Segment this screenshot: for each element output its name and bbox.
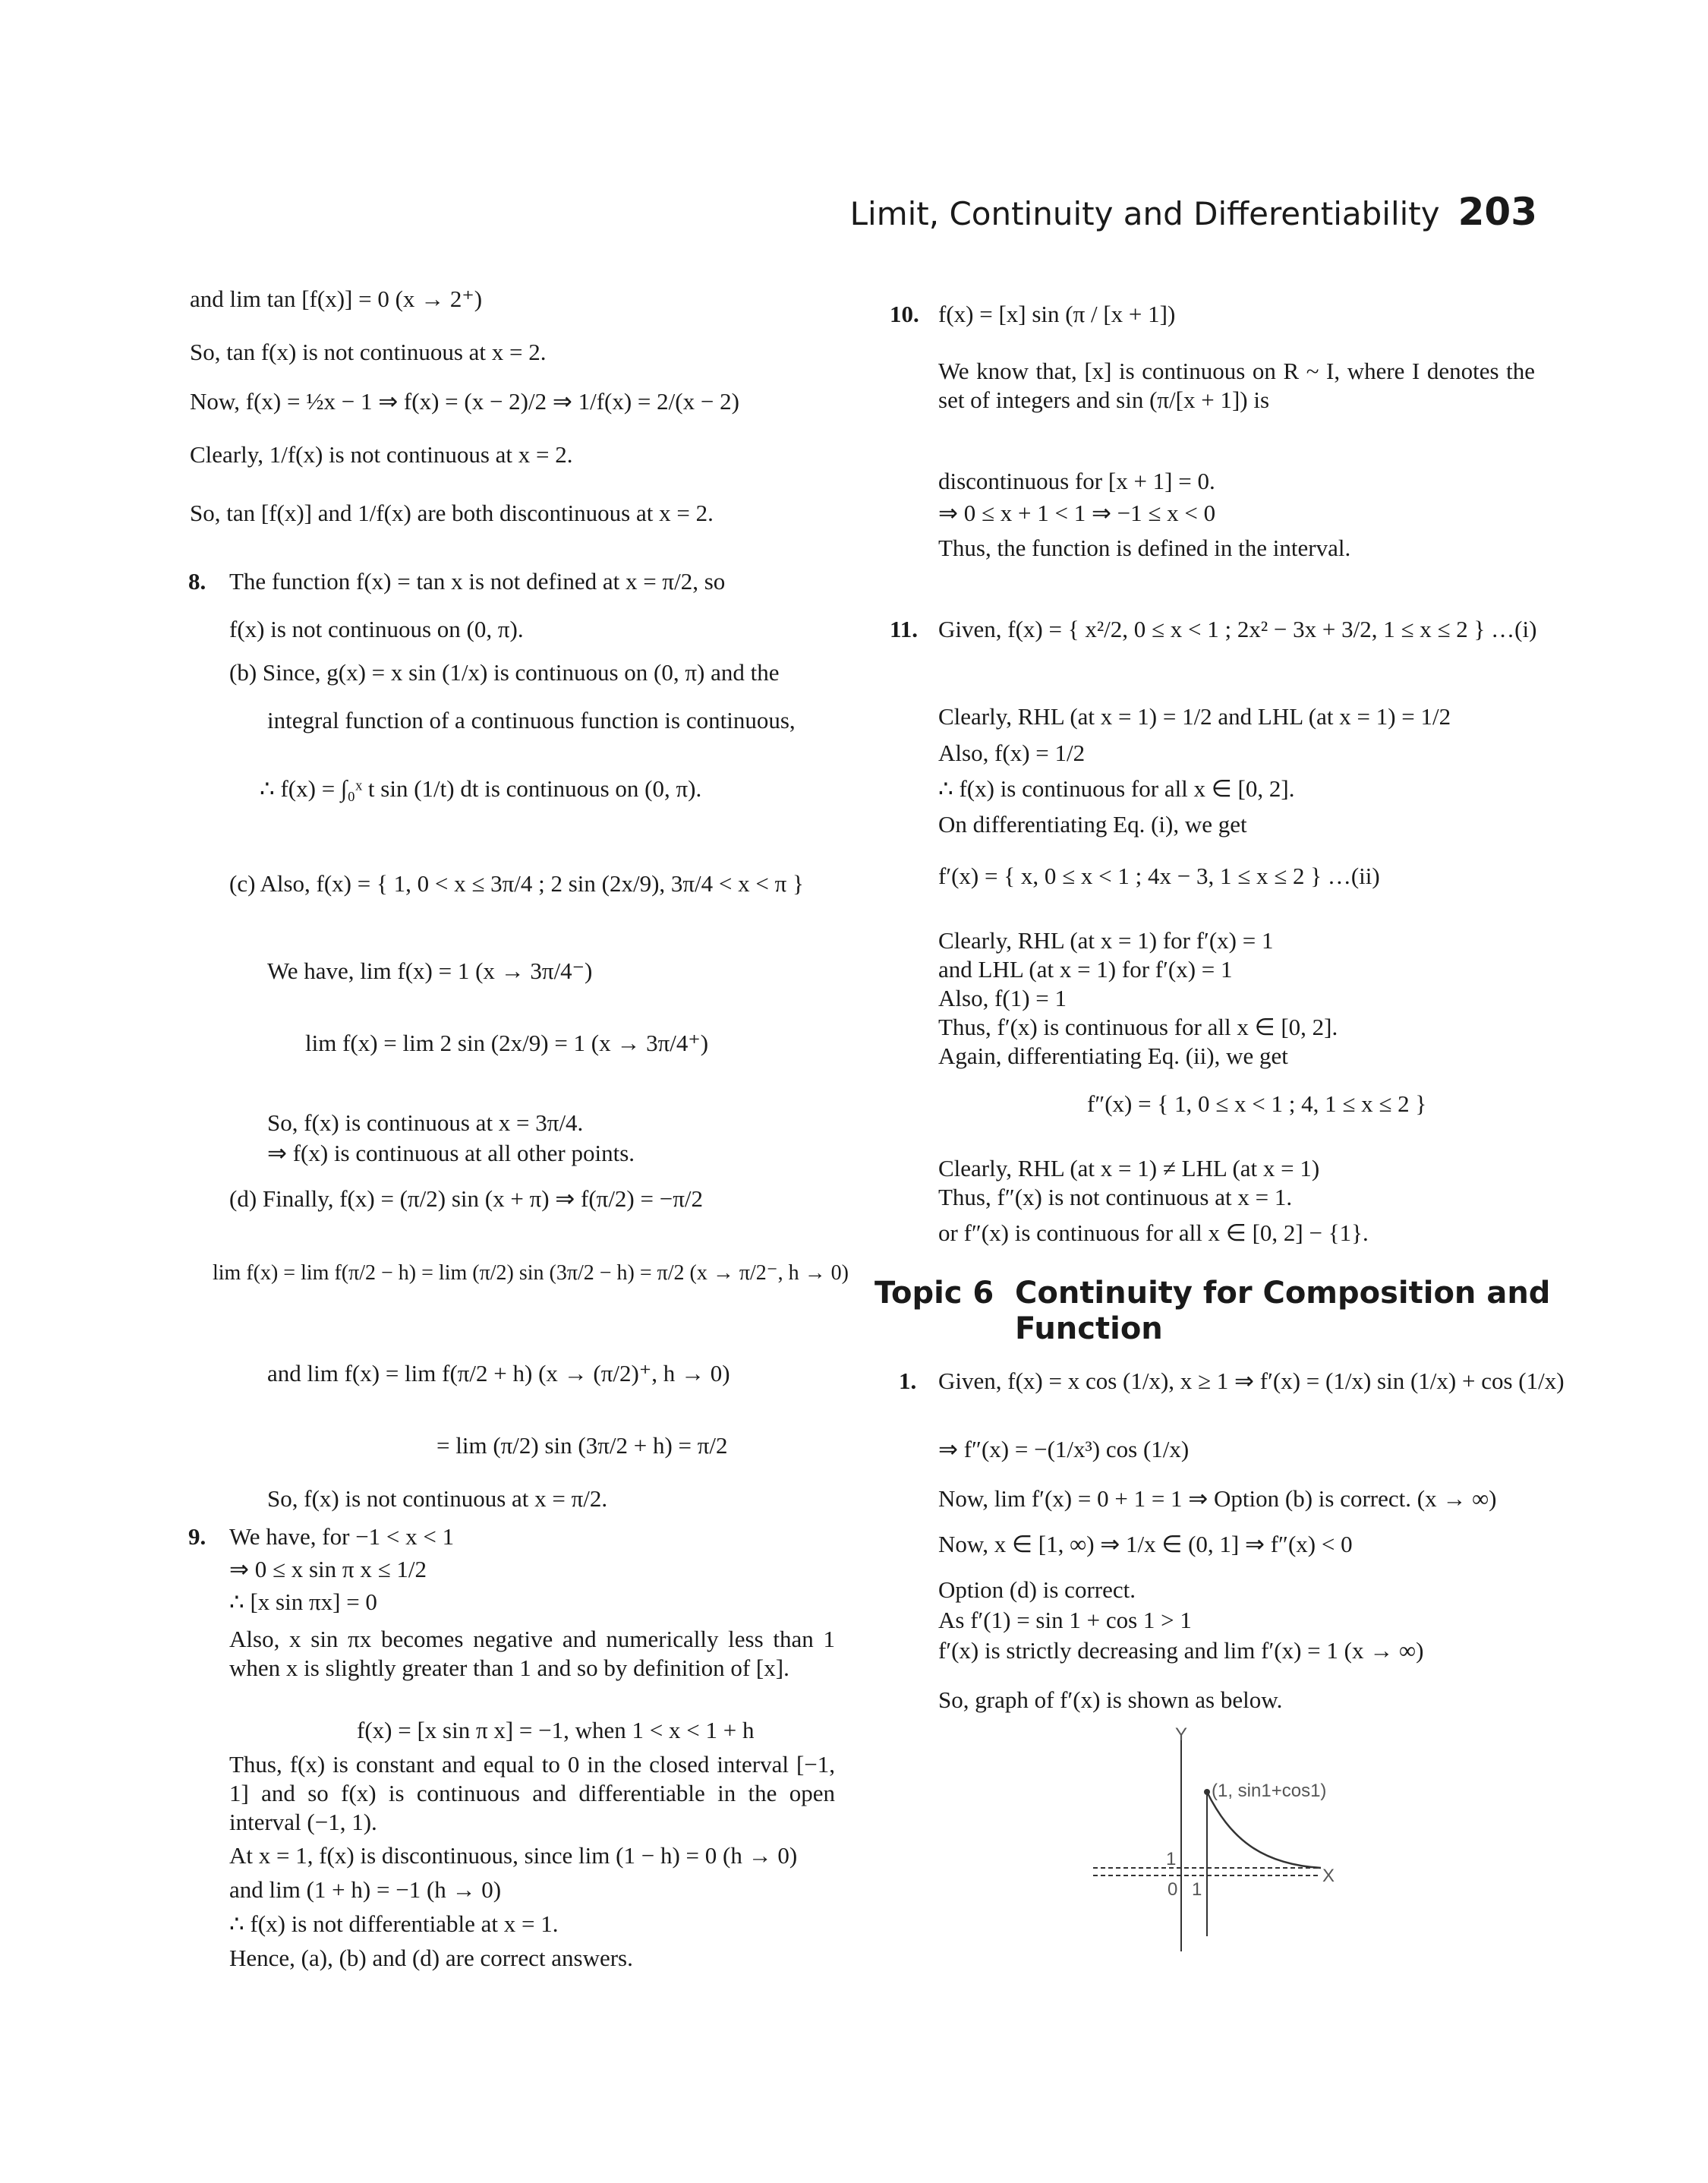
start-point (1204, 1789, 1210, 1795)
text-line: ∴ f(x) is continuous for all x ∈ [0, 2]. (938, 775, 1295, 802)
page-number: 203 (1457, 190, 1537, 234)
question-number: 10. (890, 301, 919, 327)
x-axis-label: X (1322, 1866, 1335, 1886)
text-line: Option (d) is correct. (938, 1576, 1136, 1603)
text-line: ∴ [x sin πx] = 0 (229, 1588, 377, 1615)
text-line: Thus, the function is defined in the interval. (938, 535, 1351, 561)
text-line: So, f(x) is continuous at x = 3π/4. (267, 1109, 584, 1136)
text-line: We have, lim f(x) = 1 (x → 3π/4⁻) (267, 957, 593, 984)
f-prime-curve (1207, 1792, 1321, 1868)
text-line: Clearly, RHL (at x = 1) for f′(x) = 1 (938, 927, 1274, 954)
text-line: At x = 1, f(x) is discontinuous, since lim (1 − h) = 0 (h → 0) (229, 1842, 798, 1869)
text-line: (d) Finally, f(x) = (π/2) sin (x + π) ⇒ f(π/2) = −π/2 (229, 1185, 703, 1212)
text-line: Thus, f′(x) is continuous for all x ∈ [0, 2]. (938, 1014, 1338, 1040)
text-line: and LHL (at x = 1) for f′(x) = 1 (938, 956, 1233, 983)
text-line: Clearly, RHL (at x = 1) ≠ LHL (at x = 1) (938, 1155, 1320, 1181)
text-line: We have, for −1 < x < 1 (229, 1523, 455, 1550)
text-line: f″(x) = { 1, 0 ≤ x < 1 ; 4, 1 ≤ x ≤ 2 } (1087, 1090, 1427, 1117)
text-line: Thus, f(x) is constant and equal to 0 in the closed interval [−1, 1] and so f(x) is continuous and differentiable in the open interval (−1, 1). (229, 1751, 835, 1835)
text-line: ∴ f(x) = ∫₀ˣ t sin (1/t) dt is continuous on (0, π). (260, 775, 702, 802)
text-line: integral function of a continuous function is continuous, (267, 707, 796, 733)
topic-label: Topic 6 (874, 1276, 994, 1311)
text-line: f′(x) = { x, 0 ≤ x < 1 ; 4x − 3, 1 ≤ x ≤ 2 } …(ii) (938, 863, 1380, 889)
text-line: Also, x sin πx becomes negative and numerically less than 1 when x is slightly greater than 1 and so by definition of [x]. (229, 1626, 835, 1681)
text-line: f′(x) is strictly decreasing and lim f′(x) = 1 (x → ∞) (938, 1637, 1424, 1664)
text-line: Given, f(x) = { x²/2, 0 ≤ x < 1 ; 2x² − 3x + 3/2, 1 ≤ x ≤ 2 } …(i) (938, 616, 1537, 642)
y-tick-one: 1 (1166, 1849, 1177, 1869)
page-header (850, 190, 1537, 234)
graph-f-prime (1086, 1724, 1359, 1959)
text-line: We know that, [x] is continuous on R ~ I, where I denotes the set of integers and sin (π/[x + 1]) is (938, 358, 1535, 413)
text-line: and lim tan [f(x)] = 0 (x → 2⁺) (190, 285, 483, 312)
text-line: (c) Also, f(x) = { 1, 0 < x ≤ 3π/4 ; 2 sin (2x/9), 3π/4 < x < π } (229, 870, 804, 897)
point-label: (1, sin1+cos1) (1212, 1781, 1327, 1801)
header-title: Limit, Continuity and Differentiability (849, 195, 1440, 232)
text-line: Now, x ∈ [1, ∞) ⇒ 1/x ∈ (0, 1] ⇒ f″(x) < 0 (938, 1531, 1353, 1557)
text-line: (b) Since, g(x) = x sin (1/x) is continuous on (0, π) and the (229, 659, 780, 686)
origin-label: 0 (1168, 1879, 1178, 1900)
text-line: Clearly, RHL (at x = 1) = 1/2 and LHL (at x = 1) = 1/2 (938, 703, 1451, 730)
y-axis-label: Y (1175, 1724, 1188, 1745)
text-line: Given, f(x) = x cos (1/x), x ≥ 1 ⇒ f′(x) = (1/x) sin (1/x) + cos (1/x) (938, 1368, 1565, 1394)
question-number: 1. (899, 1368, 917, 1394)
question-number: 8. (188, 568, 206, 595)
text-line: and lim f(x) = lim f(π/2 + h) (x → (π/2)⁺, h → 0) (267, 1360, 730, 1386)
text-line: f(x) = [x] sin (π / [x + 1]) (938, 301, 1176, 327)
text-line: and lim (1 + h) = −1 (h → 0) (229, 1876, 502, 1903)
text-line: or f″(x) is continuous for all x ∈ [0, 2] − {1}. (938, 1219, 1369, 1246)
text-line: ⇒ 0 ≤ x + 1 < 1 ⇒ −1 ≤ x < 0 (938, 500, 1216, 526)
text-line: So, graph of f′(x) is shown as below. (938, 1686, 1283, 1713)
text-line: discontinuous for [x + 1] = 0. (938, 468, 1215, 494)
text-line: f(x) is not continuous on (0, π). (229, 616, 524, 642)
question-number: 11. (890, 616, 919, 642)
topic-title-line1: Continuity for Composition and (1015, 1276, 1551, 1311)
text-line: So, tan f(x) is not continuous at x = 2. (190, 339, 547, 365)
topic-title-line2: Function (1015, 1311, 1163, 1346)
text-line: Also, f(1) = 1 (938, 985, 1067, 1011)
text-line: The function f(x) = tan x is not defined at x = π/2, so (229, 568, 726, 595)
text-line: As f′(1) = sin 1 + cos 1 > 1 (938, 1607, 1192, 1633)
text-line: Now, f(x) = ½x − 1 ⇒ f(x) = (x − 2)/2 ⇒ 1/f(x) = 2/(x − 2) (190, 388, 739, 415)
text-line: On differentiating Eq. (i), we get (938, 811, 1247, 838)
text-line: ∴ f(x) is not differentiable at x = 1. (229, 1910, 559, 1937)
question-number: 9. (188, 1523, 206, 1550)
text-line: ⇒ f″(x) = −(1/x³) cos (1/x) (938, 1436, 1190, 1462)
text-line: Thus, f″(x) is not continuous at x = 1. (938, 1184, 1293, 1210)
x-tick-one: 1 (1192, 1879, 1202, 1900)
text-line: Clearly, 1/f(x) is not continuous at x = 2. (190, 441, 573, 468)
text-line: Now, lim f′(x) = 0 + 1 = 1 ⇒ Option (b) is correct. (x → ∞) (938, 1485, 1497, 1512)
text-line: Also, f(x) = 1/2 (938, 740, 1086, 766)
text-line: lim f(x) = lim 2 sin (2x/9) = 1 (x → 3π/4⁺) (305, 1030, 709, 1056)
text-line: So, f(x) is not continuous at x = π/2. (267, 1485, 608, 1512)
text-line: lim f(x) = lim f(π/2 − h) = lim (π/2) sin (3π/2 − h) = π/2 (x → π/2⁻, h → 0) (213, 1261, 849, 1285)
text-line: ⇒ f(x) is continuous at all other points. (267, 1140, 635, 1166)
text-line: ⇒ 0 ≤ x sin π x ≤ 1/2 (229, 1556, 427, 1582)
text-line: So, tan [f(x)] and 1/f(x) are both discontinuous at x = 2. (190, 500, 714, 526)
text-line: Again, differentiating Eq. (ii), we get (938, 1043, 1288, 1069)
text-line: = lim (π/2) sin (3π/2 + h) = π/2 (436, 1432, 728, 1459)
text-line: Hence, (a), (b) and (d) are correct answers. (229, 1945, 633, 1971)
text-line: f(x) = [x sin π x] = −1, when 1 < x < 1 + h (357, 1717, 755, 1743)
